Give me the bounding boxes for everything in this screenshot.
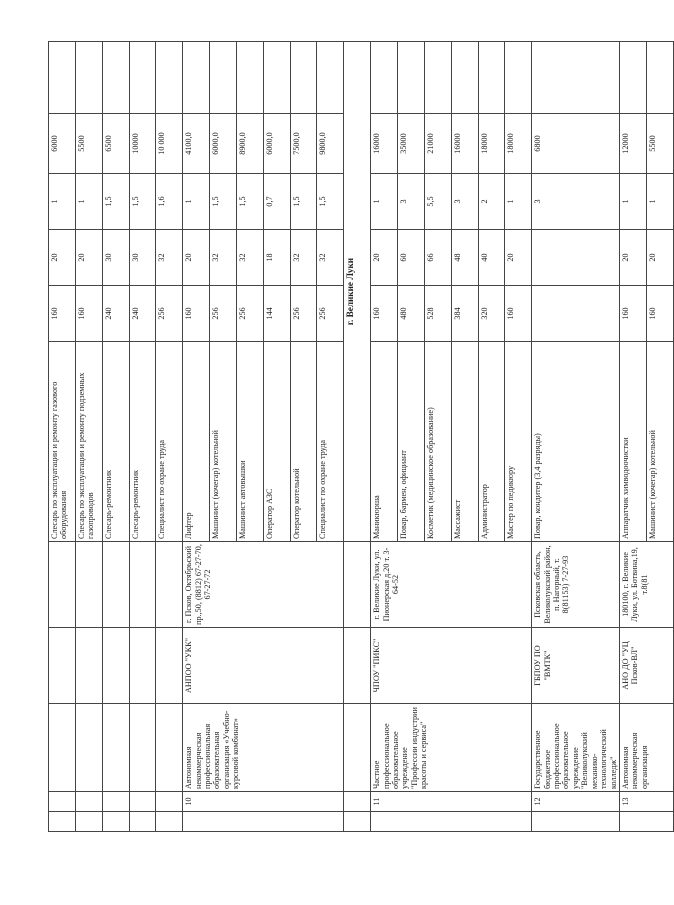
organization-name: Автономная некоммерческая профессиональная образовательная организация «Учебно-курсовой комбинат» (183, 704, 344, 792)
profession-name: Слесарь-ремонтник (102, 342, 129, 542)
days-value (532, 230, 620, 286)
blank-cell (129, 42, 156, 114)
blank-cell (344, 792, 371, 812)
row-number: 12 (532, 792, 620, 812)
coefficient-value: 1 (371, 174, 398, 230)
blank-cell (183, 812, 344, 832)
price-value: 16000 (451, 114, 478, 174)
price-value: 4100,0 (183, 114, 210, 174)
blank-cell (49, 542, 76, 628)
coefficient-value: 1,5 (317, 174, 344, 230)
blank-cell (102, 628, 129, 704)
organization-address: Псковская область, Великолукский район, п. Нагорный, т. 8(81153) 7-27-93 (532, 542, 620, 628)
hours-value: 240 (102, 286, 129, 342)
profession-name: Лифтер (183, 342, 210, 542)
price-value: 5500 (646, 114, 673, 174)
blank-cell (102, 792, 129, 812)
days-value: 66 (424, 230, 451, 286)
row-number: 11 (371, 792, 532, 812)
coefficient-value: 1 (505, 174, 532, 230)
organization-address: г. Великие Луки, ул. Пионерская д.20 т. 3-64-52 (371, 542, 532, 628)
table-row (102, 42, 129, 832)
price-value: 12000 (619, 114, 646, 174)
profession-name: Машинист (кочегар) котельной (646, 342, 673, 542)
hours-value: 256 (210, 286, 237, 342)
blank-cell (397, 42, 424, 114)
blank-cell (102, 812, 129, 832)
hours-value: 160 (183, 286, 210, 342)
blank-cell (129, 542, 156, 628)
blank-cell (156, 542, 183, 628)
profession-name: Аппаратчик химводоочистки (619, 342, 646, 542)
blank-cell (102, 542, 129, 628)
table-row (532, 42, 620, 832)
organization-name: Автономная некоммерческая организация (619, 704, 673, 792)
blank-cell (371, 42, 398, 114)
blank-cell (156, 628, 183, 704)
price-value: 7500,0 (290, 114, 317, 174)
hours-value: 160 (619, 286, 646, 342)
hours-value: 384 (451, 286, 478, 342)
days-value: 20 (183, 230, 210, 286)
blank-cell (129, 812, 156, 832)
price-value: 10000 (129, 114, 156, 174)
blank-cell (75, 812, 102, 832)
hours-value: 160 (49, 286, 76, 342)
coefficient-value: 0,7 (263, 174, 290, 230)
hours-value: 256 (156, 286, 183, 342)
coefficient-value: 1 (75, 174, 102, 230)
blank-cell (210, 42, 237, 114)
row-number: 13 (619, 792, 673, 812)
table-row (619, 42, 646, 832)
blank-cell (263, 42, 290, 114)
table-row (371, 42, 398, 832)
hours-value: 160 (646, 286, 673, 342)
profession-name: Оператор котельной (290, 342, 317, 542)
table-row (183, 42, 210, 832)
blank-cell (75, 792, 102, 812)
blank-cell (290, 42, 317, 114)
price-value: 21000 (424, 114, 451, 174)
blank-cell (49, 42, 76, 114)
days-value: 18 (263, 230, 290, 286)
coefficient-value: 1 (619, 174, 646, 230)
blank-cell (532, 42, 620, 114)
coefficient-value: 1,5 (102, 174, 129, 230)
organization-short-name: АНО ДО "УЦ Псков-ВЛ" (619, 628, 673, 704)
blank-cell (317, 42, 344, 114)
blank-cell (619, 812, 673, 832)
hours-value: 320 (478, 286, 505, 342)
price-value: 35000 (397, 114, 424, 174)
blank-cell (156, 792, 183, 812)
days-value: 40 (478, 230, 505, 286)
blank-cell (344, 704, 371, 792)
table-row (156, 42, 183, 832)
organization-name: Частное профессиональное образовательное учреждение "Профессии индустрии красоты и сервиса" (371, 704, 532, 792)
price-value: 5500 (75, 114, 102, 174)
profession-name: Мастер по педикюру (505, 342, 532, 542)
profession-name: Маникюрша (371, 342, 398, 542)
price-value: 6800 (532, 114, 620, 174)
city-row (344, 42, 371, 832)
days-value: 60 (397, 230, 424, 286)
blank-cell (75, 628, 102, 704)
blank-cell (102, 42, 129, 114)
profession-name: Специалист по охране труда (156, 342, 183, 542)
blank-cell (129, 704, 156, 792)
blank-cell (619, 42, 646, 114)
profession-name: Слесарь-ремонтник (129, 342, 156, 542)
hours-value: 256 (290, 286, 317, 342)
days-value: 20 (505, 230, 532, 286)
row-number: 10 (183, 792, 344, 812)
coefficient-value: 1,5 (210, 174, 237, 230)
days-value: 30 (129, 230, 156, 286)
blank-cell (183, 42, 210, 114)
hours-value: 256 (236, 286, 263, 342)
blank-cell (344, 628, 371, 704)
organization-short-name: ГБПОУ ПО "ВМТК" (532, 628, 620, 704)
coefficient-value: 1 (646, 174, 673, 230)
price-value: 6000 (49, 114, 76, 174)
blank-cell (75, 542, 102, 628)
hours-value: 160 (505, 286, 532, 342)
days-value: 20 (371, 230, 398, 286)
blank-cell (49, 704, 76, 792)
hours-value: 144 (263, 286, 290, 342)
coefficient-value: 3 (451, 174, 478, 230)
organization-name: Государственное бюджетное профессиональное образовательное учреждение "Великолукский механико-технологический колледж" (532, 704, 620, 792)
blank-cell (49, 812, 76, 832)
hours-value: 256 (317, 286, 344, 342)
table-row (129, 42, 156, 832)
days-value: 32 (210, 230, 237, 286)
coefficient-value: 1,5 (129, 174, 156, 230)
blank-cell (344, 812, 371, 832)
price-value: 6000,0 (263, 114, 290, 174)
days-value: 48 (451, 230, 478, 286)
price-value: 8900,0 (236, 114, 263, 174)
blank-cell (49, 792, 76, 812)
price-value: 10 000 (156, 114, 183, 174)
profession-name: Машинист автовышки (236, 342, 263, 542)
blank-cell (129, 792, 156, 812)
profession-name: Администратор (478, 342, 505, 542)
blank-cell (344, 542, 371, 628)
days-value: 32 (317, 230, 344, 286)
blank-cell (156, 42, 183, 114)
profession-name: Слесарь по эксплуатации и ремонту газового оборудования (49, 342, 76, 542)
organization-address: г. Псков, Октябрьский пр.,50, (8812) 67-27-70, 67-27-72 (183, 542, 344, 628)
price-value: 18000 (478, 114, 505, 174)
hours-value: 240 (129, 286, 156, 342)
organization-short-name: АНПОО "УКК" (183, 628, 344, 704)
price-value: 6000,0 (210, 114, 237, 174)
coefficient-value: 1 (49, 174, 76, 230)
blank-cell (156, 812, 183, 832)
organization-short-name: ЧПОУ "ПИКС" (371, 628, 532, 704)
blank-cell (532, 812, 620, 832)
profession-name: Слесарь по эксплуатации и ремонту подземных газопроводов (75, 342, 102, 542)
profession-name: Специалист по охране труда (317, 342, 344, 542)
blank-cell (236, 42, 263, 114)
days-value: 32 (156, 230, 183, 286)
table-body (49, 42, 674, 832)
blank-cell (451, 42, 478, 114)
blank-cell (424, 42, 451, 114)
hours-value: 160 (371, 286, 398, 342)
profession-name: Повар, кондитер (3,4 разряды) (532, 342, 620, 542)
hours-value: 528 (424, 286, 451, 342)
blank-cell (646, 42, 673, 114)
days-value: 20 (75, 230, 102, 286)
blank-cell (49, 628, 76, 704)
blank-cell (102, 704, 129, 792)
blank-cell (129, 628, 156, 704)
coefficient-value: 1 (183, 174, 210, 230)
blank-cell (371, 812, 532, 832)
profession-name: Массажист (451, 342, 478, 542)
profession-name: Повар, бармен, официант (397, 342, 424, 542)
table-row (75, 42, 102, 832)
table-row (49, 42, 76, 832)
blank-cell (505, 42, 532, 114)
blank-cell (478, 42, 505, 114)
profession-name: Оператор АЗС (263, 342, 290, 542)
days-value: 32 (236, 230, 263, 286)
coefficient-value: 2 (478, 174, 505, 230)
hours-value: 160 (75, 286, 102, 342)
profession-name: Косметик (медицинское образование) (424, 342, 451, 542)
days-value: 20 (646, 230, 673, 286)
coefficient-value: 3 (532, 174, 620, 230)
blank-cell (75, 42, 102, 114)
coefficient-value: 1,5 (236, 174, 263, 230)
coefficient-value: 5,5 (424, 174, 451, 230)
coefficient-value: 1,5 (290, 174, 317, 230)
hours-value: 480 (397, 286, 424, 342)
price-value: 18000 (505, 114, 532, 174)
organization-address: 180100, г. Великие Луки, ул. Ботвина,19, т.8(81 (619, 542, 673, 628)
coefficient-value: 1,6 (156, 174, 183, 230)
price-value: 6500 (102, 114, 129, 174)
price-value: 16000 (371, 114, 398, 174)
coefficient-value: 3 (397, 174, 424, 230)
days-value: 20 (619, 230, 646, 286)
hours-value (532, 286, 620, 342)
rotated-document (48, 42, 657, 832)
blank-cell (156, 704, 183, 792)
days-value: 30 (102, 230, 129, 286)
city-heading: г. Великие Луки (344, 42, 371, 542)
profession-name: Машинист (кочегар) котельной (210, 342, 237, 542)
blank-cell (75, 704, 102, 792)
days-value: 32 (290, 230, 317, 286)
price-value: 9800,0 (317, 114, 344, 174)
days-value: 20 (49, 230, 76, 286)
training-programs-table (48, 41, 674, 832)
